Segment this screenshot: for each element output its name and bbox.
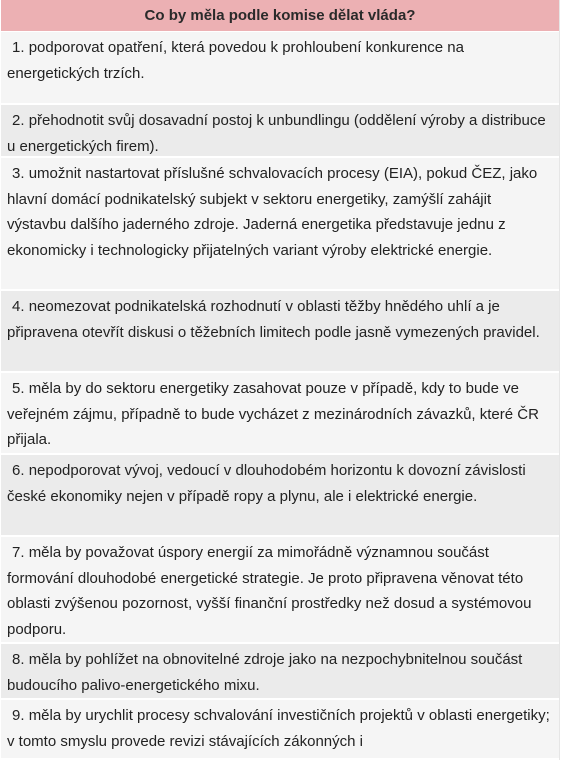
row-number: 6. [12, 462, 25, 479]
table-heading: Co by měla podle komise dělat vláda? [1, 0, 559, 32]
table-row [1, 700, 559, 760]
table-row [1, 537, 559, 644]
table-row [1, 644, 559, 700]
table-row [1, 32, 559, 105]
table-row [1, 158, 559, 291]
row-text: nepodporovat vývoj, vedoucí v dlouhodobém horizontu k dovozní závislosti české ekonomiky nejen v případě ropy a plynu, ale i elektrické energie. [7, 462, 526, 505]
row-number: 8. [12, 651, 25, 668]
row-number: 3. [12, 165, 25, 182]
row-text: měla by považovat úspory energií za mimořádně významnou součást formování dlouhodobé energetické strategie. Je proto připravena věnovat této oblasti zvýšenou pozornost, vyšší finanční prostředky než dosud a systémovou podporu. [7, 544, 532, 639]
table-row [1, 105, 559, 158]
row-number: 2. [12, 112, 25, 129]
row-text: přehodnotit svůj dosavadní postoj k unbundlingu (oddělení výroby a distribuce u energetických firem). [7, 112, 546, 155]
table-row [1, 455, 559, 537]
table-row [1, 373, 559, 455]
row-text: podporovat opatření, která povedou k prohloubení konkurence na energetických trzích. [7, 39, 464, 82]
row-number: 1. [12, 39, 25, 56]
row-text: neomezovat podnikatelská rozhodnutí v oblasti těžby hnědého uhlí a je připravena otevřít diskusi o těžebních limitech podle jasně vymezených pravidel. [7, 298, 540, 341]
recommendations-table [1, 0, 560, 760]
row-text: měla by urychlit procesy schvalování investičních projektů v oblasti energetiky; v tomto smyslu provede revizi stávajících zákonných i [7, 707, 550, 750]
row-number: 4. [12, 298, 25, 315]
table-row [1, 291, 559, 373]
row-text: umožnit nastartovat příslušné schvalovacích procesy (EIA), pokud ČEZ, jako hlavní domácí podnikatelský subjekt v sektoru energetiky, zamýšlí zahájit výstavbu dalšího jaderného zdroje. Jaderná energetika představuje jednu z ekonomicky i technologicky přijatelných variant výroby elektrické energie. [7, 165, 538, 260]
row-number: 7. [12, 544, 25, 561]
row-text: měla by pohlížet na obnovitelné zdroje jako na nezpochybnitelnou součást budoucího palivo-energetického mixu. [7, 651, 523, 694]
row-number: 5. [12, 380, 25, 397]
row-text: měla by do sektoru energetiky zasahovat pouze v případě, kdy to bude ve veřejném zájmu, případně to bude vycházet z mezinárodních závazků, které ČR přijala. [7, 380, 539, 449]
row-number: 9. [12, 707, 25, 724]
